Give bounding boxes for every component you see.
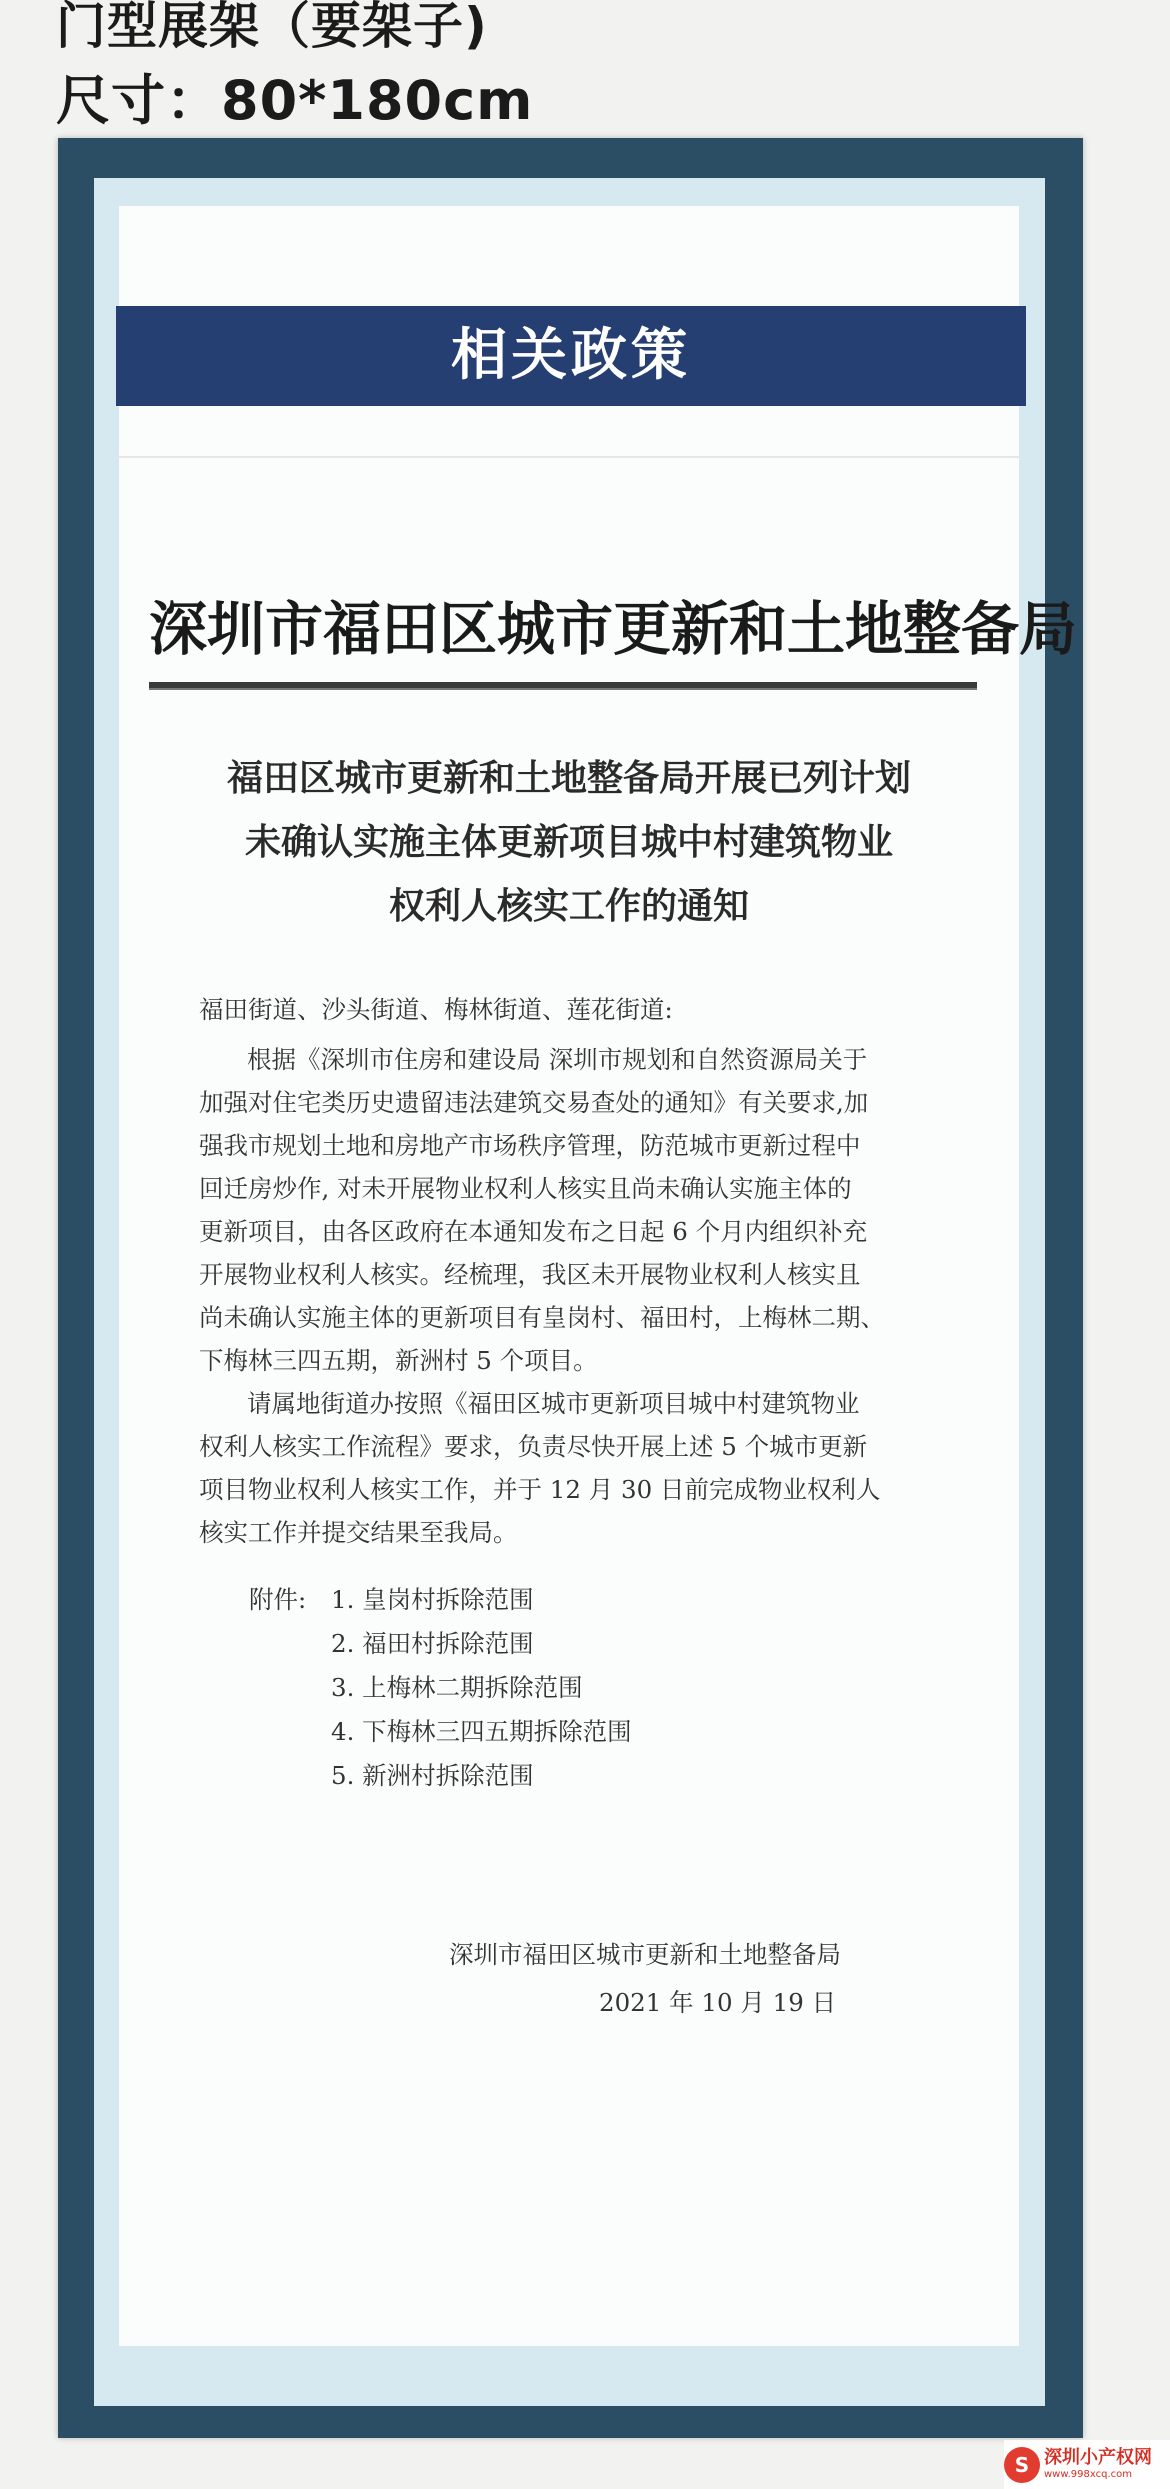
notice-body bbox=[199, 1038, 885, 1554]
body-line: 权利人核实工作流程》要求，负责尽快开展上述 5 个城市更新 bbox=[199, 1432, 868, 1461]
policy-banner: 相关政策 bbox=[116, 306, 1026, 406]
body-line: 请属地街道办按照《福田区城市更新项目城中村建筑物业 bbox=[247, 1389, 860, 1418]
attachments-label: 附件: bbox=[249, 1585, 307, 1614]
signature-date: 2021 年 10 月 19 日 bbox=[599, 1988, 837, 2017]
body-line: 尚未确认实施主体的更新项目有皇岗村、福田村，上梅林二期、 bbox=[199, 1303, 885, 1332]
display-stand-size-caption: 尺寸：80*180cm bbox=[56, 69, 534, 132]
body-line: 回迁房炒作, 对未开展物业权利人核实且尚未确认实施主体的 bbox=[199, 1174, 852, 1203]
signature-block bbox=[449, 1931, 841, 2027]
signature-org: 深圳市福田区城市更新和土地整备局 bbox=[449, 1940, 841, 1969]
notice-title bbox=[179, 746, 959, 938]
watermark-url: www.998xcq.com bbox=[1044, 2469, 1133, 2480]
notice-title-line: 未确认实施主体更新项目城中村建筑物业 bbox=[244, 821, 893, 863]
notice-title-line: 权利人核实工作的通知 bbox=[388, 885, 749, 927]
attachment-item: 3. 上梅林二期拆除范围 bbox=[331, 1673, 583, 1702]
attachment-item: 4. 下梅林三四五期拆除范围 bbox=[331, 1717, 632, 1746]
attachment-item: 1. 皇岗村拆除范围 bbox=[331, 1585, 534, 1614]
issuer-title-rule bbox=[149, 682, 977, 690]
body-line: 开展物业权利人核实。经梳理，我区未开展物业权利人核实且 bbox=[199, 1260, 861, 1289]
site-logo-icon: S bbox=[1004, 2447, 1040, 2483]
body-line: 加强对住宅类历史遗留违法建筑交易查处的通知》有关要求,加 bbox=[199, 1088, 869, 1117]
attachment-item: 5. 新洲村拆除范围 bbox=[331, 1761, 534, 1790]
body-line: 更新项目，由各区政府在本通知发布之日起 6 个月内组织补充 bbox=[199, 1217, 868, 1246]
attachment-item: 2. 福田村拆除范围 bbox=[331, 1629, 534, 1658]
body-line: 根据《深圳市住房和建设局 深圳市规划和自然资源局关于 bbox=[247, 1045, 868, 1074]
body-line: 下梅林三四五期，新洲村 5 个项目。 bbox=[199, 1346, 598, 1375]
display-stand-frame bbox=[58, 138, 1083, 2438]
body-line: 核实工作并提交结果至我局。 bbox=[199, 1518, 518, 1547]
display-stand-type-caption: 门型展架（要架子) bbox=[56, 0, 488, 55]
notice-title-line: 福田区城市更新和土地整备局开展已列计划 bbox=[226, 757, 911, 799]
display-stand-inner-border bbox=[94, 178, 1078, 2406]
body-line: 项目物业权利人核实工作，并于 12 月 30 日前完成物业权利人 bbox=[199, 1475, 881, 1504]
body-line: 强我市规划土地和房地产市场秩序管理，防范城市更新过程中 bbox=[199, 1131, 861, 1160]
banner-divider bbox=[119, 456, 1019, 458]
addressee: 福田街道、沙头街道、梅林街道、莲花街道: bbox=[199, 995, 673, 1024]
site-watermark bbox=[1004, 2440, 1170, 2489]
poster-sheet bbox=[119, 206, 1078, 2346]
watermark-site-name: 深圳小产权网 bbox=[1044, 2447, 1152, 2468]
issuer-title: 深圳市福田区城市更新和土地整备局 bbox=[149, 595, 1078, 663]
attachments-list bbox=[249, 1578, 632, 1798]
